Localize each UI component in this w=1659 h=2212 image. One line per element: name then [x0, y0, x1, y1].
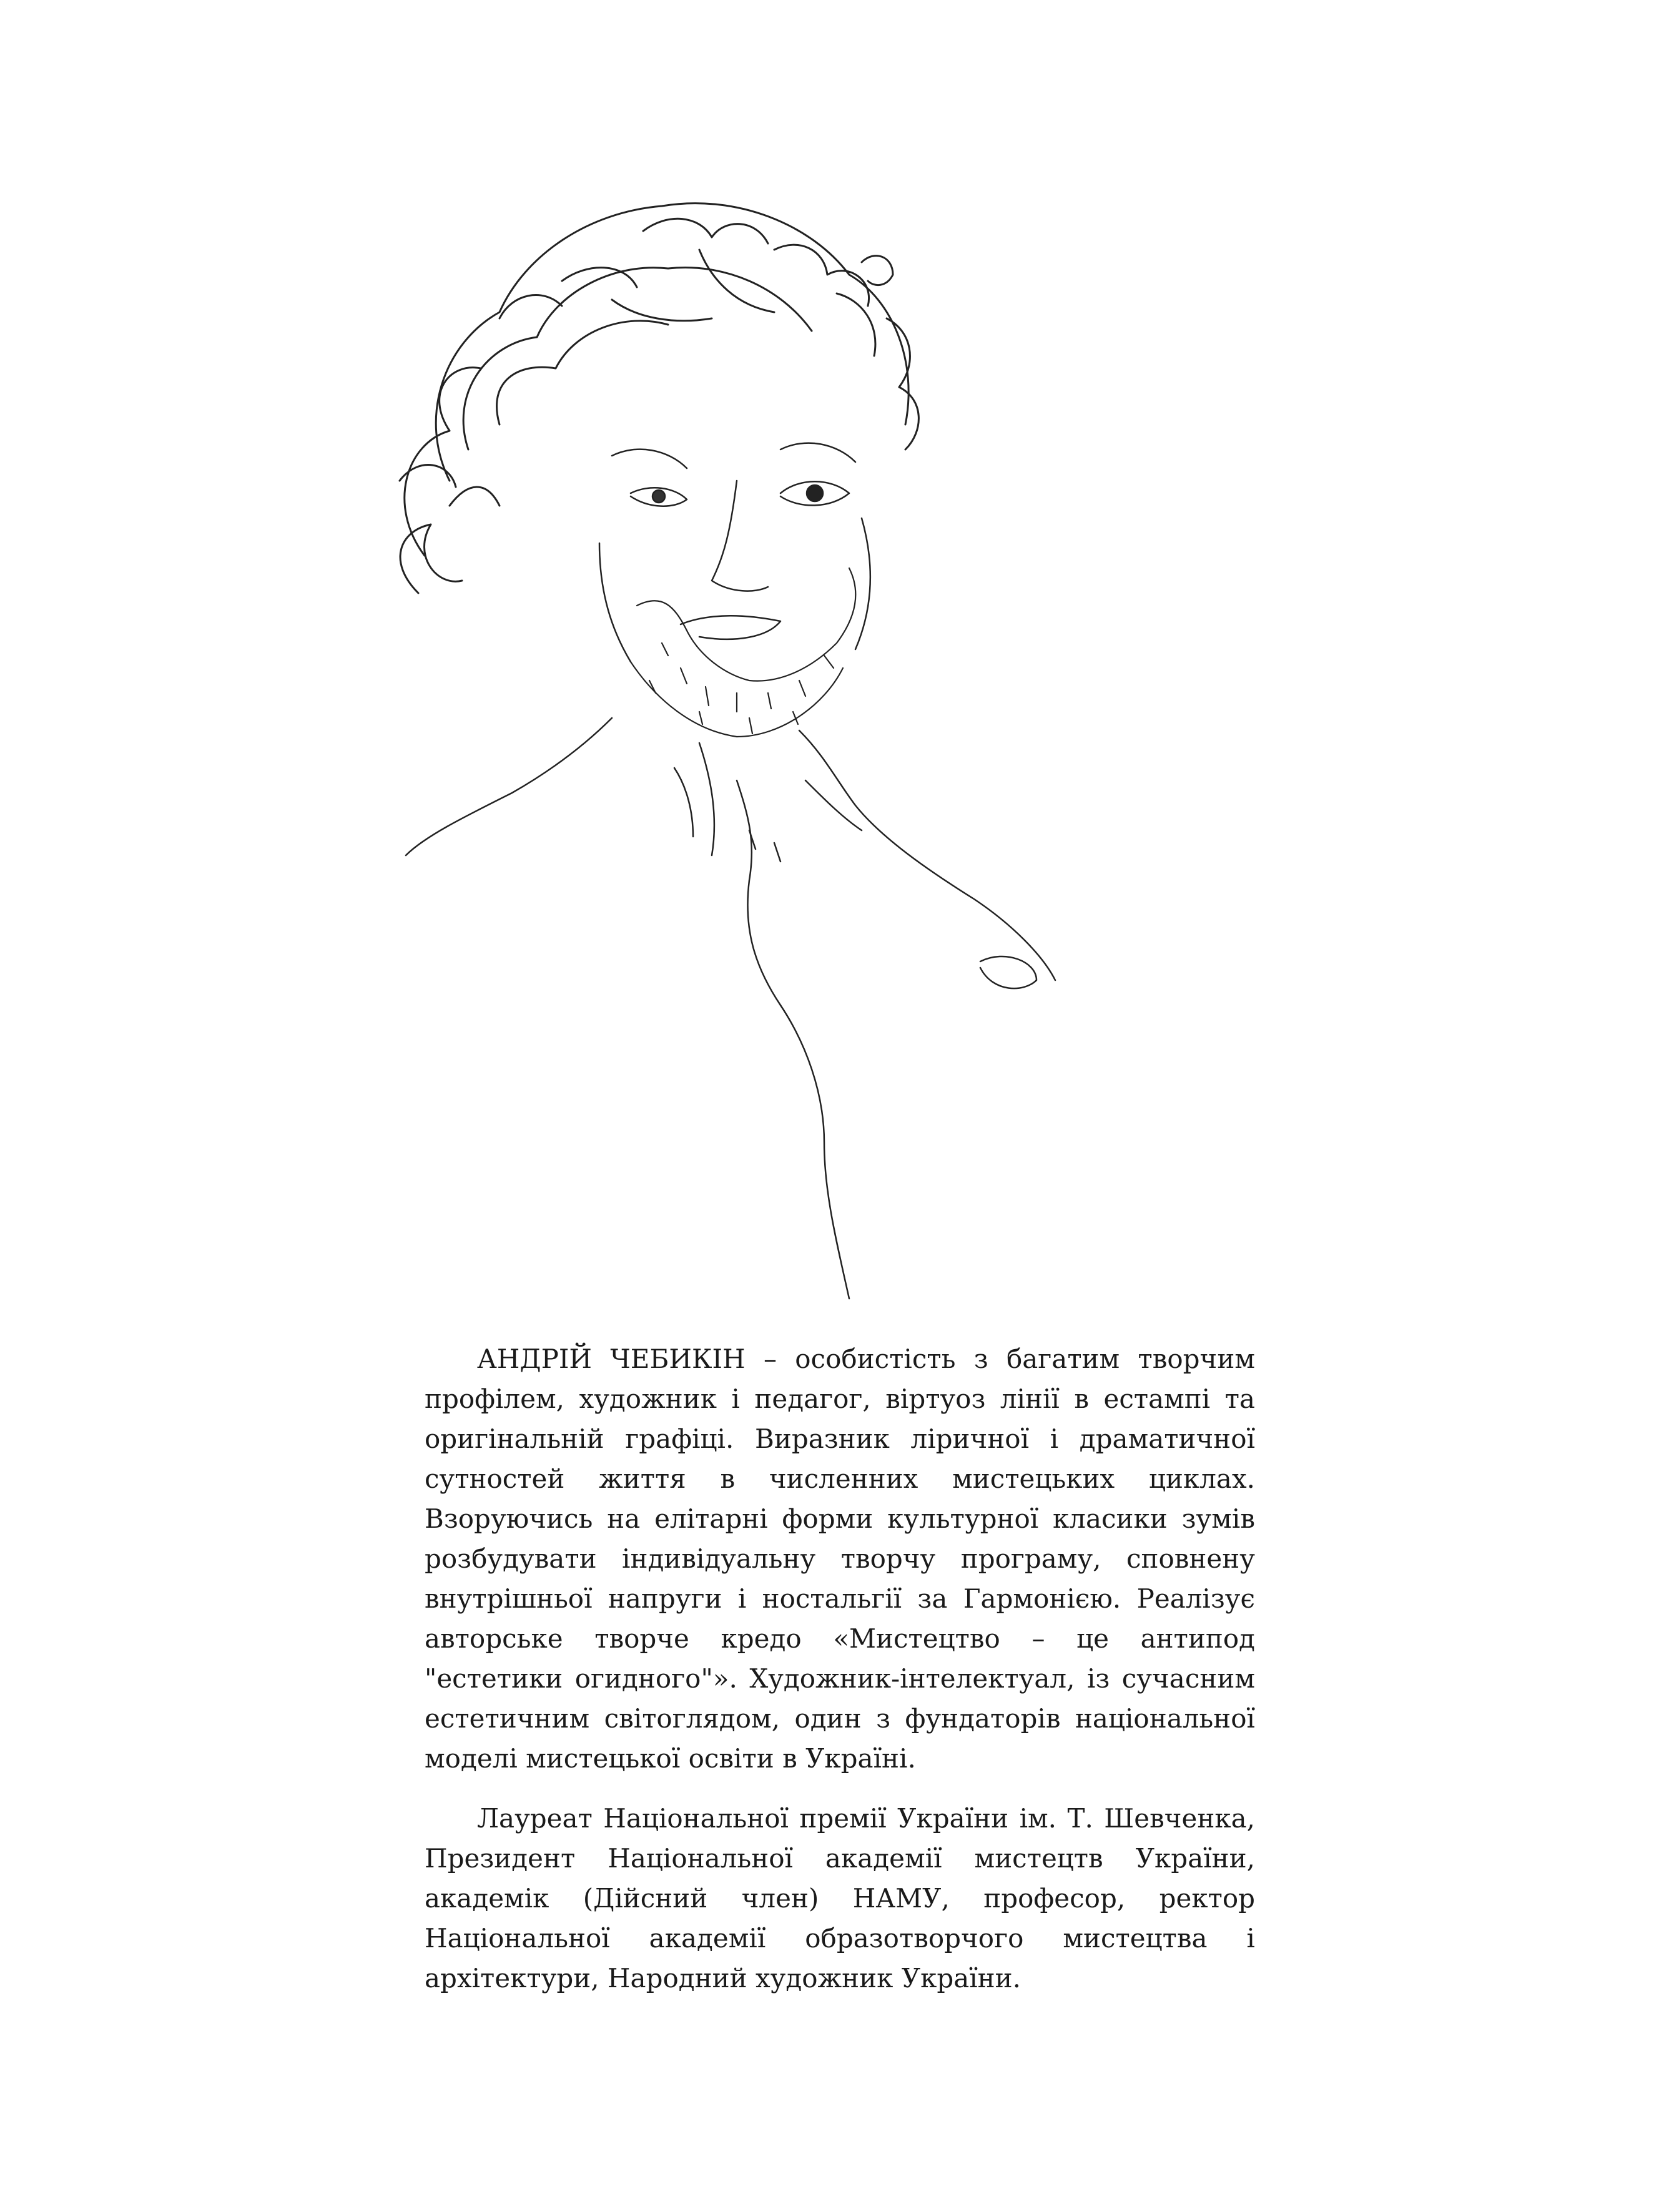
- face-strokes: [599, 443, 870, 662]
- portrait-sketch: [262, 156, 1124, 1330]
- bio-text: [425, 1339, 1255, 2018]
- bio-paragraph-1: АНДРІЙ ЧЕБИКІН – особистість з багатим творчим профілем, художник і педагог, віртуоз лінії в естампі та оригінальній графіці. Виразник ліричної і драматичної сутностей життя в численних мистецьких циклах. Взоруючись на елітарні форми культурної класики зумів розбудувати індивідуальну творчу програму, сповнену внутрішньої напруги і ностальгії за Гармонією. Реалізує авторське творче кредо «Мистецтво – це антипод "естетики огидного"». Художник-інтелектуал, із сучасним естетичним світоглядом, один з фундаторів національної моделі мистецької освіти в Україні.: [425, 1344, 1255, 1774]
- shirt-strokes: [406, 718, 1055, 1299]
- hair-strokes: [400, 204, 918, 593]
- bio-paragraph-2: Лауреат Національної премії України ім. Т. Шевченка, Президент Національної академії мистецтв України, академік (Дійсний член) НАМУ, професор, ректор Національної академії образотворчого мистецтва і архітектури, Народний художник України.: [425, 1803, 1255, 1993]
- beard-strokes: [631, 568, 855, 737]
